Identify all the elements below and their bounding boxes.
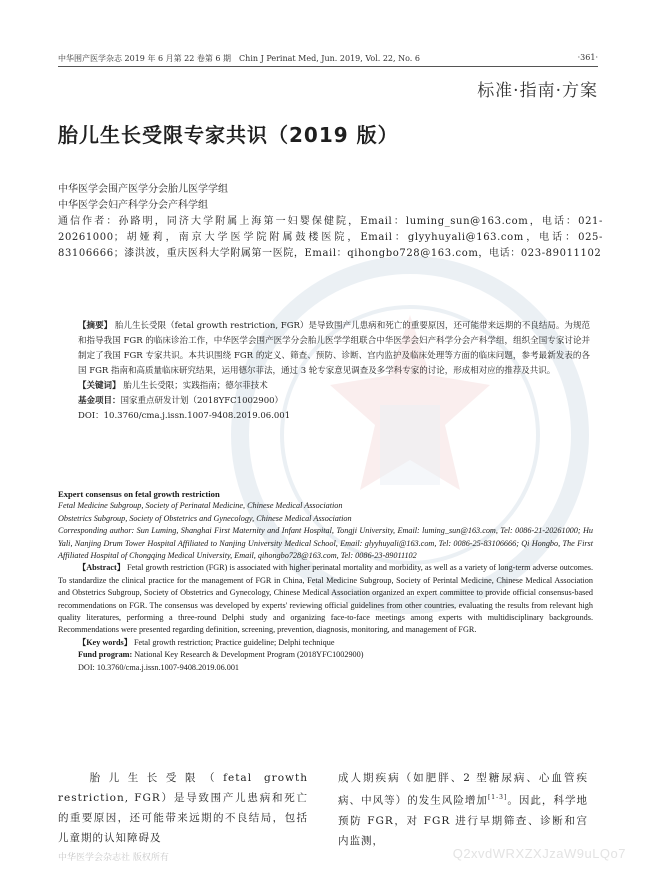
author-group-1: 中华医学会围产医学分会胎儿医学学组 (58, 184, 228, 195)
body-text-right: 成人期疾病（如肥胖、2 型糖尿病、心血管疾病、中风等）的发生风险增加 (338, 772, 588, 807)
title-en: Expert consensus on fetal growth restriction (58, 489, 220, 499)
english-abstract-block (58, 488, 593, 674)
citation-ref: [1-3] (487, 794, 508, 801)
doi-en: DOI: 10.3760/cma.j.issn.1007-9408.2019.06.001 (78, 662, 240, 672)
abstract-text-en: Fetal growth restriction (FGR) is associated with higher perinatal mortality and morbidity, as well as a variety of long-term adverse outcomes. To standardize the clinical practice for the management of FGR in China, Fetal Medicine Subgroup, Society of Perintal Medicine, Chinese Medical Association and Obstetrics Subgroup, Society of Obstetrics and Gynecology, Chinese Medical Association organized an expert committee to provide official consensus-based recommendations on FGR. The consensus was developed by experts' reviewing official guidelines from other countries, evaluating the results from relevant high quality literatures, performing a three-round Delphi study and organizing face-to-face meetings among experts with multidisciplinary backgrounds. Recommendations were presented regarding definition, screening, prevention, diagnosis, monitoring, and management of FGR. (58, 563, 594, 635)
article-title-cn: 胎儿生长受限专家共识（2019 版） (58, 123, 399, 147)
keywords-cn: 胎儿生长受限；实践指南；德尔菲技术 (123, 381, 268, 391)
keywords-label-cn: 【关键词】 (78, 381, 121, 391)
fund-label-en: Fund program: (78, 650, 133, 660)
corresponding-authors-cn: 通信作者：孙路明，同济大学附属上海第一妇婴保健院，Email：luming_sun@163.com，电话：021-20261000；胡娅莉，南京大学医学院附属鼓楼医院，Email：glyyhuyali@163.com，电话：025-83106666；漆洪波，重庆医科大学附属第一医院，Email：qihongbo728@163.com，电话：023-89011102 (58, 216, 603, 259)
header-rule (58, 66, 598, 67)
body-column-left (58, 768, 308, 848)
affiliation-en-1: Fetal Medicine Subgroup, Society of Perinatal Medicine, Chinese Medical Association (58, 501, 343, 511)
page-number: ·361· (577, 53, 598, 62)
author-group-2: 中华医学会妇产科学分会产科学组 (58, 200, 208, 211)
doi-cn: DOI：10.3760/cma.j.issn.1007-9408.2019.06.001 (78, 411, 291, 421)
fund-label-cn: 基金项目： (78, 396, 121, 406)
abstract-text-cn: 胎儿生长受限（fetal growth restriction, FGR）是导致围产儿患病和死亡的重要原因，还可能带来远期的不良结局。为规范和指导我国 FGR 的临床诊治工作，中华医学会围产医学分会胎儿医学学组联合中华医学会妇产科学分会产科学组，组织全国专家讨论并制定了我国 FGR 专家共识。本共识围绕 FGR 的定义、筛查、预防、诊断、宫内监护及临床处理等方面的临床问题，参考最新发表的各国 FGR 指南和高质量临床研究结果，运用德尔菲法，通过 3 轮专家意见调查及多学科专家的讨论，形成相对应的推荐及共识。 (78, 321, 590, 376)
fund-en: National Key Research & Development Program (2018YFC1002900) (134, 650, 364, 660)
section-tag: 标准·指南·方案 (477, 81, 598, 101)
abstract-cn (78, 319, 590, 424)
running-head: 中华围产医学杂志 2019 年 6 月第 22 卷第 6 期 Chin J Perinat Med, Jun. 2019, Vol. 22, No. 6 (58, 54, 420, 63)
keywords-label-en: 【Key words】 (78, 637, 132, 647)
footer-watermark-code: Q2xvdWRXZXJzaW9uLQo7 (452, 846, 626, 861)
affiliation-en-2: Obstetrics Subgroup, Society of Obstetrics and Gynecology, Chinese Medical Association (58, 513, 352, 523)
authors-cn (58, 182, 603, 262)
abstract-label-en: 【Abstract】 (78, 563, 125, 573)
body-text-right-2: 。因此，科学地预防 FGR，对 FGR 进行早期筛查、诊断和宫内监测， (338, 794, 589, 847)
publisher-logo: 中华医学会杂志社 版权所有 (58, 853, 169, 863)
abstract-label-cn: 【摘要】 (78, 321, 113, 331)
fund-cn: 国家重点研发计划（2018YFC1002900） (120, 396, 284, 406)
body-column-right (338, 768, 588, 851)
corresponding-en: Corresponding author: Sun Luming, Shanghai First Maternity and Infant Hospital, Tongji University, Email: luming_sun@163.com, Tel: 0086-21-20261000; Hu Yali, Nanjing Drum Tower Hospital Affiliated to Nanjing University Medical School, Email: glyyhuyali@163.com, Tel: 0086-25-83106666; Qi Hongbo, The First Affiliated Hospital of Chongqing Medical University, Email, qihongbo728@163.com, Tel: 0086-23-89011102 (58, 526, 593, 561)
body-text-left: 胎儿生长受限（fetal growth restriction, FGR）是导致围产儿患病和死亡的重要原因，还可能带来远期的不良结局，包括儿童期的认知障碍及 (58, 772, 308, 844)
keywords-en: Fetal growth restriction; Practice guideline; Delphi technique (133, 637, 335, 647)
